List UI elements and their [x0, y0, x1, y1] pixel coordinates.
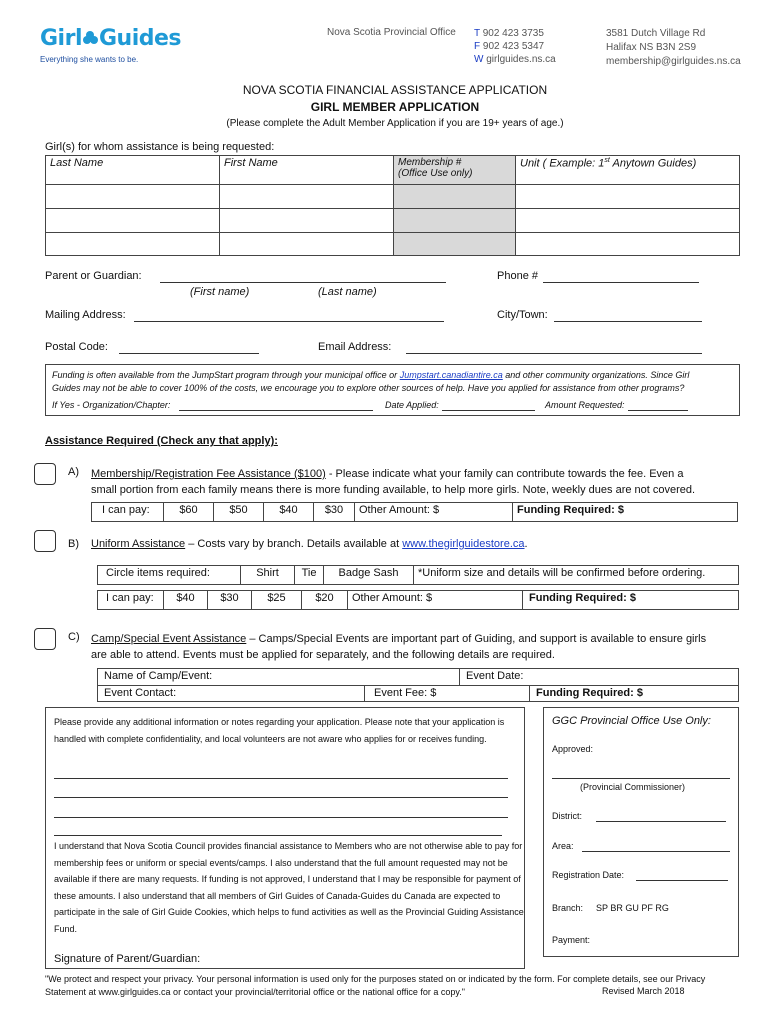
girlguidestore-link[interactable]: www.thegirlguidestore.ca	[402, 538, 525, 550]
fax-prefix: F	[474, 41, 481, 52]
can-pay-label: I can pay:	[92, 503, 164, 522]
office-use-title: GGC Provincial Office Use Only:	[552, 715, 711, 727]
reg-date-field[interactable]	[636, 880, 728, 881]
mailing-label: Mailing Address:	[45, 309, 126, 321]
table-row	[46, 209, 740, 233]
form-note: (Please complete the Adult Member Application if you are 19+ years of age.)	[226, 118, 564, 129]
camp-divider	[98, 685, 738, 686]
uniform-other-field[interactable]: Other Amount: $	[348, 591, 523, 610]
district-field[interactable]	[596, 821, 726, 822]
pay-option-40[interactable]: $40	[264, 503, 314, 522]
uniform-pay-30[interactable]: $30	[208, 591, 252, 610]
signature-label: Signature of Parent/Guardian:	[54, 953, 201, 965]
section-c-text	[91, 631, 751, 663]
girls-label: Girl(s) for whom assistance is being requested:	[45, 141, 275, 153]
membership-checkbox[interactable]	[34, 463, 56, 485]
reg-date-label: Registration Date:	[552, 870, 625, 880]
section-c-title: Camp/Special Event Assistance	[91, 633, 247, 645]
approved-field[interactable]	[552, 778, 730, 779]
city-label: City/Town:	[497, 309, 548, 321]
notes-line-2[interactable]	[54, 797, 508, 798]
section-b-desc: – Costs vary by branch. Details available at	[185, 538, 403, 550]
last-name-caption: (Last name)	[318, 286, 377, 298]
area-label: Area:	[552, 841, 574, 851]
commissioner-caption: (Provincial Commissioner)	[580, 782, 686, 792]
section-a-text	[91, 466, 751, 498]
col-membership	[394, 156, 516, 185]
girl1-membership-field	[394, 185, 516, 209]
girl2-first-field[interactable]	[220, 209, 394, 233]
col-unit	[516, 156, 740, 185]
section-a-title: Membership/Registration Fee Assistance ($100)	[91, 468, 326, 480]
section-b-title: Uniform Assistance	[91, 538, 186, 550]
notes-line-4[interactable]	[54, 835, 502, 836]
girl1-unit-field[interactable]	[516, 185, 740, 209]
col-unit-sup: st	[604, 157, 610, 164]
table-row	[46, 185, 740, 209]
can-pay-label-b: I can pay:	[98, 591, 164, 610]
membership-pay-table	[91, 502, 738, 522]
date-applied-label: Date Applied:	[385, 400, 439, 410]
phone-label: Phone #	[497, 270, 538, 282]
funding-text1: Funding is often available from the JumpStart program through your municipal office or	[52, 370, 400, 380]
office-phone: 902 423 3735	[482, 28, 544, 39]
postal-label: Postal Code:	[45, 341, 108, 353]
org-label: If Yes - Organization/Chapter:	[52, 400, 171, 410]
phone-field[interactable]	[543, 282, 699, 283]
org-field[interactable]	[179, 410, 373, 411]
camp-name-label[interactable]: Name of Camp/Event:	[104, 670, 213, 682]
email-label: Email Address:	[318, 341, 392, 353]
col-last-name: Last Name	[46, 156, 220, 185]
city-field[interactable]	[554, 321, 702, 322]
office-use-box	[543, 707, 739, 957]
girl-guides-logo	[40, 26, 181, 51]
girl2-last-field[interactable]	[46, 209, 220, 233]
form-title: NOVA SCOTIA FINANCIAL ASSISTANCE APPLICATION	[242, 83, 548, 97]
branch-options[interactable]: SP BR GU PF RG	[596, 903, 669, 913]
circle-items-label: Circle items required:	[98, 566, 241, 585]
form-subtitle: GIRL MEMBER APPLICATION	[310, 100, 480, 114]
section-c-letter: C)	[68, 631, 80, 643]
event-contact-label[interactable]: Event Contact:	[104, 687, 177, 699]
event-date-label[interactable]: Event Date:	[466, 670, 524, 682]
date-applied-field[interactable]	[442, 410, 535, 411]
payment-label: Payment:	[552, 935, 591, 945]
logo-tagline: Everything she wants to be.	[40, 55, 139, 64]
logo-text-guides: Guides	[99, 26, 182, 51]
area-field[interactable]	[582, 851, 730, 852]
email-field[interactable]	[406, 353, 702, 354]
declaration-text: I understand that Nova Scotia Council provides financial assistance to Members who are not otherwise able to pay for membership fees or uniform or special events/camps. I also understand that the full amount requested may not be available if there are many requests. If funding is not approved, I understand that I may be responsible for payment of these amounts. I also understand that all members of Girl Guides of Canada-Guides du Canada are expected to participate in the sale of Girl Guide Cookies, which helps to fund activities as well as the Provincial Guiding Assistance Fund.	[54, 841, 524, 934]
section-a-letter: A)	[68, 466, 79, 478]
mailing-field[interactable]	[134, 321, 444, 322]
postal-field[interactable]	[119, 353, 259, 354]
funding-text2: and other community organizations. Since Girl	[502, 370, 690, 380]
table-row	[46, 233, 740, 256]
camp-checkbox[interactable]	[34, 628, 56, 650]
address-line2: Halifax NS B3N 2S9	[606, 42, 697, 53]
first-name-caption: (First name)	[190, 286, 250, 298]
col-first-name: First Name	[220, 156, 394, 185]
funding-required-a[interactable]: Funding Required: $	[513, 503, 738, 522]
girl2-unit-field[interactable]	[516, 209, 740, 233]
col-unit-end: Anytown Guides)	[609, 157, 697, 170]
section-b-letter: B)	[68, 538, 79, 550]
parent-label: Parent or Guardian:	[45, 270, 142, 282]
assistance-heading: Assistance Required (Check any that apply):	[45, 435, 278, 447]
uniform-pay-20[interactable]: $20	[302, 591, 348, 610]
section-c-text2: are able to attend. Events must be applied for separately, and the following details are required.	[91, 649, 555, 661]
branch-label: Branch:	[552, 903, 584, 913]
funding-required-c[interactable]: Funding Required: $	[536, 687, 643, 699]
revised-date: Revised March 2018	[602, 986, 685, 996]
item-badge-sash[interactable]: Badge Sash	[324, 566, 414, 585]
section-a-text2: small portion from each family means there is more funding available, to help more girls. Note, weekly dues are not covered.	[91, 484, 696, 496]
girl3-first-field[interactable]	[220, 233, 394, 256]
girl1-first-field[interactable]	[220, 185, 394, 209]
funding-required-b[interactable]: Funding Required: $	[523, 591, 739, 610]
girl3-membership-field	[394, 233, 516, 256]
parent-name-field[interactable]	[160, 282, 446, 283]
girl1-last-field[interactable]	[46, 185, 220, 209]
girl3-unit-field[interactable]	[516, 233, 740, 256]
girl3-last-field[interactable]	[46, 233, 220, 256]
item-tie[interactable]: Tie	[295, 566, 324, 585]
uniform-items-table	[97, 565, 739, 585]
section-a-text1: - Please indicate what your family can contribute towards the fee. Even a	[325, 468, 684, 480]
approved-label: Approved:	[552, 744, 594, 754]
office-name: Nova Scotia Provincial Office	[327, 27, 456, 38]
camp-table	[97, 668, 739, 702]
uniform-note: *Uniform size and details will be confirmed before ordering.	[414, 566, 739, 585]
privacy-line2: Statement at www.girlguides.ca or contact your provincial/territorial office or the national office for a copy."	[45, 987, 465, 997]
notes-line-3[interactable]	[54, 817, 508, 818]
col-membership-label: Membership #	[398, 157, 462, 168]
other-amount-field[interactable]: Other Amount: $	[355, 503, 513, 522]
contact-block	[474, 27, 556, 66]
notes-box	[45, 707, 525, 969]
jumpstart-link[interactable]: Jumpstart.canadiantire.ca	[399, 370, 503, 380]
uniform-pay-table	[97, 590, 739, 610]
address-line1: 3581 Dutch Village Rd	[606, 28, 706, 39]
girl2-membership-field	[394, 209, 516, 233]
girls-table	[45, 155, 740, 256]
camp-divider	[529, 685, 530, 701]
web-prefix: W	[474, 54, 484, 65]
col-unit-label: Unit ( Example: 1	[520, 157, 605, 170]
camp-divider	[459, 669, 460, 685]
pay-option-60[interactable]: $60	[164, 503, 214, 522]
section-b-text: Uniform Assistance – Costs vary by branch. Details available at www.thegirlguidestore.ca.	[91, 538, 528, 550]
uniform-pay-40[interactable]: $40	[164, 591, 208, 610]
phone-prefix: T	[474, 28, 480, 39]
uniform-pay-25[interactable]: $25	[252, 591, 302, 610]
funding-text3: Guides may not be able to cover 100% of the costs, we encourage you to explore other sources of help. Have you applied for assistance from other programs?	[52, 383, 685, 393]
funding-box	[45, 364, 740, 416]
logo-text-girl: Girl	[40, 26, 82, 51]
uniform-checkbox[interactable]	[34, 530, 56, 552]
funding-text	[46, 365, 739, 395]
district-label: District:	[552, 811, 582, 821]
pay-option-50[interactable]: $50	[214, 503, 264, 522]
office-email: membership@girlguides.ns.ca	[606, 56, 741, 67]
camp-divider	[364, 685, 365, 701]
section-c-text1: – Camps/Special Events are important part of Guiding, and support is available to ensure girls	[246, 633, 707, 645]
notes-instructions: Please provide any additional information or notes regarding your application. Please note that your application is handled with complete confidentiality, and local volunteers are not aware who applies for or receives funding.	[54, 717, 505, 744]
address-block	[606, 27, 741, 69]
amount-requested-field[interactable]	[628, 410, 688, 411]
office-web: girlguides.ns.ca	[486, 54, 556, 65]
event-fee-label[interactable]: Event Fee: $	[374, 687, 437, 699]
col-membership-sub: (Office Use only)	[398, 168, 473, 179]
office-fax: 902 423 5347	[482, 41, 545, 52]
privacy-line1: "We protect and respect your privacy. Your personal information is used only for the purposes stated on or indicated by the form. For complete details, see our Privacy	[45, 974, 706, 984]
pay-option-30[interactable]: $30	[314, 503, 355, 522]
notes-line-1[interactable]	[54, 778, 508, 779]
amount-requested-label: Amount Requested:	[545, 400, 625, 410]
trefoil-icon	[83, 31, 98, 46]
item-shirt[interactable]: Shirt	[241, 566, 295, 585]
